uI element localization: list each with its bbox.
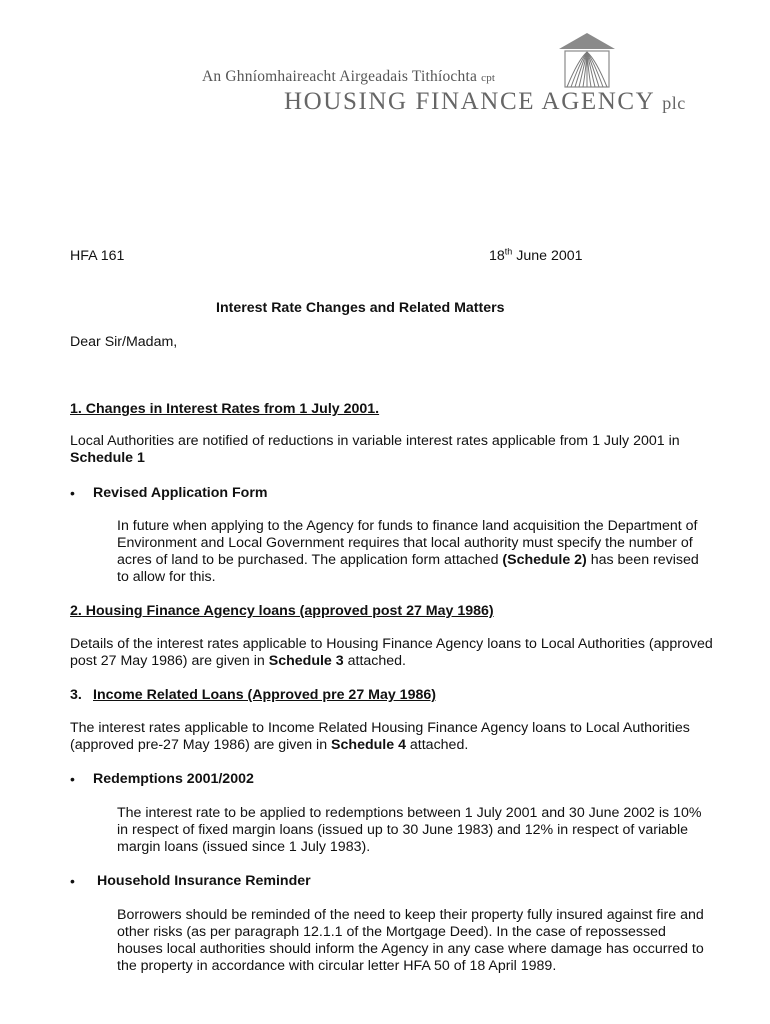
schedule-4-ref: Schedule 4	[331, 737, 406, 753]
redemptions-heading: Redemptions 2001/2002	[93, 771, 254, 787]
section3-text	[70, 720, 690, 754]
schedule-1-ref: Schedule 1	[70, 450, 145, 466]
revised-form-text-a: In future when applying to the Agency for funds to finance land acquisition the Department of Environment and Local Government requires that local authority must specify the number of acres of land to be purchased. The application form attached	[117, 518, 698, 568]
agency-name-text: HOUSING FINANCE AGENCY	[284, 88, 655, 115]
insurance-heading: Household Insurance Reminder	[97, 873, 311, 889]
irish-agency-name	[202, 68, 495, 87]
letter-reference: HFA 161	[70, 248, 125, 264]
section3-heading: Income Related Loans (Approved pre 27 May 1986)	[93, 687, 436, 703]
schedule-2-ref: (Schedule 2)	[502, 552, 587, 568]
section2-text-a: Details of the interest rates applicable to Housing Finance Agency loans to Local Authorities (approved post 27 May 1986) are given in	[70, 636, 713, 669]
agency-name	[284, 88, 686, 115]
bullet-dot: •	[70, 873, 75, 889]
house-logo-icon	[558, 32, 616, 90]
section1-text	[70, 433, 700, 467]
revised-form-text-c: has been revised to allow for this.	[117, 552, 699, 585]
redemptions-text: The interest rate to be applied to redemptions between 1 July 2001 and 30 June 2002 is 10% in respect of fixed margin loans (issued up to 30 June 1983) and 12% in respect of variable margin loans (issued since 1 July 1983).	[117, 805, 702, 855]
section2-text	[70, 636, 720, 670]
insurance-text: Borrowers should be reminded of the need to keep their property fully insured against fire and other risks (as per paragraph 12.1.1 of the Mortgage Deed). In the case of repossessed houses local authorities should inform the Agency in any case where damage has occurred to the property in accordance with circular letter HFA 50 of 18 April 1989.	[117, 907, 704, 974]
section3-text-a: The interest rates applicable to Income Related Housing Finance Agency loans to Local Authorities (approved pre-27 May 1986) are given in	[70, 720, 690, 753]
date-suffix: th	[504, 246, 513, 257]
bullet-dot: •	[70, 771, 75, 787]
letter-subject: Interest Rate Changes and Related Matters	[216, 300, 505, 316]
revised-form-heading: Revised Application Form	[93, 485, 268, 501]
irish-suffix: cpt	[481, 72, 496, 84]
irish-name: An Ghníomhaireacht Airgeadais Tithíochta	[202, 68, 478, 85]
date-day: 18	[489, 248, 505, 264]
salutation: Dear Sir/Madam,	[70, 334, 178, 350]
date-rest: June 2001	[512, 248, 583, 264]
section2-text-c: attached.	[343, 653, 406, 669]
letter-date	[489, 248, 583, 265]
section3-number: 3.	[70, 687, 82, 703]
agency-suffix: plc	[662, 93, 686, 113]
section1-heading: 1. Changes in Interest Rates from 1 July 2001.	[70, 401, 380, 417]
revised-form-text	[117, 518, 707, 586]
section2-heading: 2. Housing Finance Agency loans (approved post 27 May 1986)	[70, 603, 494, 619]
section3-text-c: attached.	[405, 737, 469, 753]
schedule-3-ref: Schedule 3	[268, 653, 344, 669]
section1-text-a: Local Authorities are notified of reductions in variable interest rates applicable from 1 July 2001 in	[70, 433, 680, 449]
bullet-dot: •	[70, 485, 75, 501]
